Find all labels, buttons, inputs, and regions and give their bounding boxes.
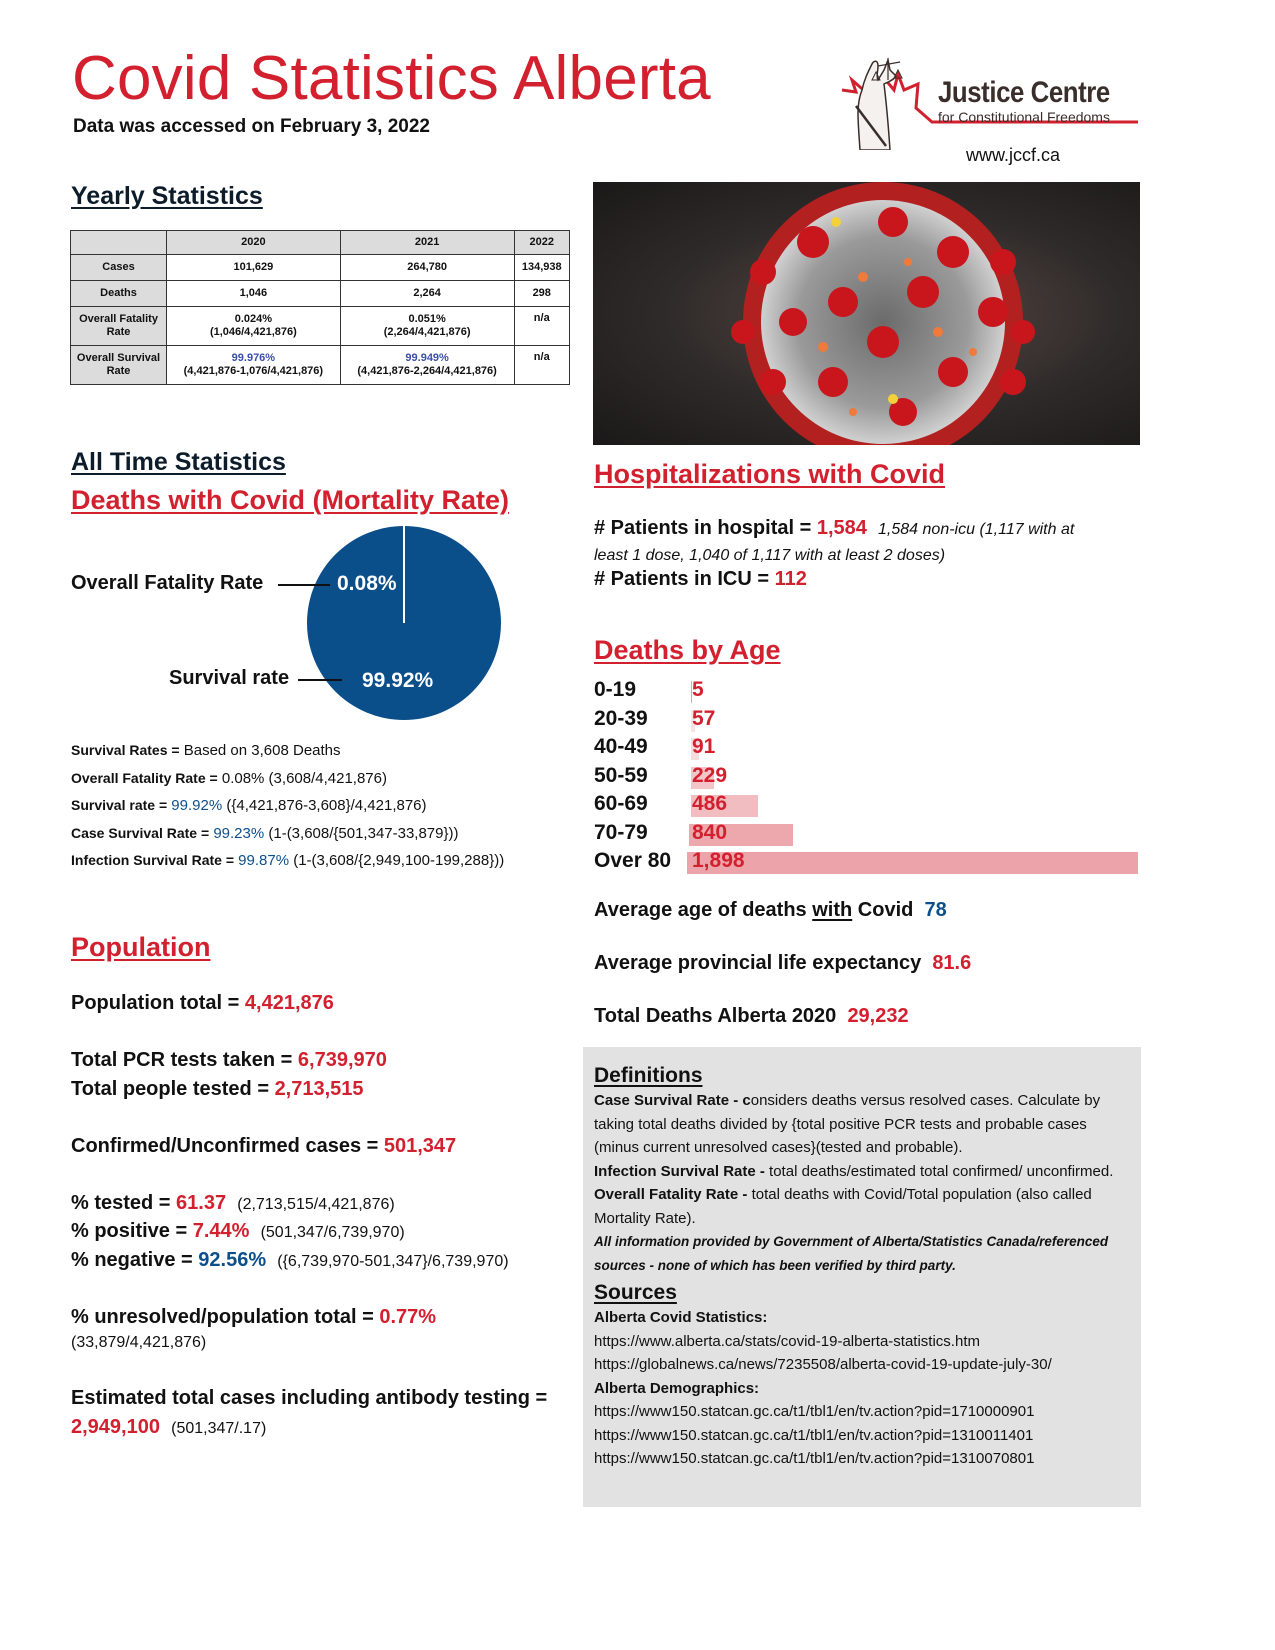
age-row (594, 849, 1154, 877)
all-time-statistics-heading: All Time Statistics (71, 448, 286, 476)
note: 1,584 non-icu (1,117 with at (878, 521, 1075, 538)
cell (514, 346, 570, 385)
cell: 298 (514, 281, 570, 307)
patients-in-hospital (594, 516, 1134, 568)
cell-sub: (2,264/4,421,876) (383, 326, 471, 338)
definition-term: Infection Survival Rate - (594, 1162, 770, 1180)
value: 0.77% (379, 1306, 437, 1328)
rate-detail: 0.08% (3,608/4,421,876) (221, 769, 387, 787)
header-2021: 2021 (340, 231, 514, 255)
label: Total PCR tests taken = (71, 1049, 293, 1071)
cell: 101,629 (167, 255, 341, 281)
label: Total people tested = (71, 1078, 269, 1100)
header-2022: 2022 (514, 231, 570, 255)
cell-main: 99.949% (405, 352, 449, 365)
age-label: 60-69 (594, 792, 648, 815)
pie-fatality-value: 0.08% (337, 572, 397, 595)
rate-label: Overall Fatality Rate = (71, 769, 218, 786)
definition-item (594, 1160, 1134, 1184)
deaths-by-age-heading: Deaths by Age (594, 635, 781, 665)
label: # Patients in hospital = (594, 517, 812, 539)
age-value: 229 (692, 764, 728, 787)
rate-detail: (1-(3,608/{501,347-33,879})) (268, 824, 459, 842)
label: Average age of deaths (594, 899, 813, 921)
cell (167, 307, 341, 346)
label: % tested = (71, 1192, 171, 1214)
survival-rate-callout: Survival rate (169, 667, 290, 689)
rate-line (71, 765, 504, 793)
page-title: Covid Statistics Alberta (72, 44, 711, 113)
age-label: 40-49 (594, 735, 648, 758)
cell-main: n/a (533, 351, 550, 363)
definition-term: Case Survival Rate - c (594, 1092, 751, 1109)
rate-label: Survival rate = (71, 797, 168, 813)
cell-sub: (1,046/4,421,876) (209, 326, 297, 338)
percent-tested (71, 1192, 395, 1215)
age-value: 840 (692, 821, 728, 844)
life-expectancy (594, 952, 971, 975)
age-row (594, 678, 1154, 706)
value: 7.44% (192, 1220, 250, 1242)
definition-text: total deaths with Covid/Total population (also called Mortality Rate). (594, 1186, 1092, 1227)
label: % unresolved/population total = (71, 1306, 374, 1328)
cell: 134,938 (514, 255, 570, 281)
age-label: 0-19 (594, 678, 637, 701)
rate-detail: (1-(3,608/{2,949,100-199,288})) (293, 852, 505, 869)
cell: 2,264 (340, 281, 514, 307)
definition-item (594, 1183, 1134, 1230)
percent-positive (71, 1220, 405, 1243)
rate-line (71, 792, 504, 820)
age-value: 1,898 (692, 849, 745, 872)
label: Population total = (71, 992, 240, 1014)
value: 1,584 (816, 517, 867, 539)
logo-name: Justice Centre (938, 76, 1110, 109)
value: 61.37 (176, 1192, 227, 1214)
logo-tagline: for Constitutional Freedoms (938, 109, 1110, 125)
definitions-content (594, 1062, 1134, 1471)
disclaimer: All information provided by Government of Alberta/Statistics Canada/referenced sources - none of which has been verified by third party. (594, 1234, 1109, 1273)
age-value: 486 (692, 792, 728, 815)
cell (340, 346, 514, 385)
label-underlined: with (812, 899, 853, 921)
percent-unresolved (71, 1306, 436, 1329)
label: Covid (852, 899, 914, 921)
value: 501,347 (383, 1135, 457, 1157)
coronavirus-illustration-icon (593, 182, 1140, 445)
value: 2,713,515 (274, 1078, 364, 1100)
label: Total Deaths Alberta 2020 (594, 1005, 837, 1027)
age-label: Over 80 (594, 849, 672, 872)
source-group-title: Alberta Covid Statistics: (594, 1309, 768, 1326)
age-row (594, 707, 1154, 735)
note: (501,347/.17) (171, 1420, 267, 1437)
cell (514, 307, 570, 346)
header-empty (71, 231, 167, 255)
accessed-date: Data was accessed on February 3, 2022 (73, 116, 430, 137)
value: 92.56% (198, 1249, 267, 1271)
confirmed-cases (71, 1135, 456, 1158)
rate-detail: ({4,421,876-3,608}/4,421,876) (226, 797, 427, 814)
value: 112 (774, 568, 807, 590)
source-link[interactable]: https://www.alberta.ca/stats/covid-19-alberta-statistics.htm (594, 1332, 980, 1350)
mortality-rate-heading: Deaths with Covid (Mortality Rate) (71, 485, 510, 515)
table-row (71, 255, 570, 281)
age-label: 50-59 (594, 764, 648, 787)
definitions-heading: Definitions (594, 1064, 703, 1087)
row-label-deaths: Deaths (71, 281, 167, 307)
cell: 264,780 (340, 255, 514, 281)
cell-main: 99.976% (231, 352, 276, 365)
sources-heading: Sources (594, 1281, 677, 1304)
definition-item (594, 1089, 1134, 1160)
age-row (594, 735, 1154, 763)
source-link[interactable]: https://www150.statcan.gc.ca/t1/tbl1/en/tv.action?pid=1310070801 (594, 1450, 1035, 1467)
estimated-cases-label: Estimated total cases including antibody testing = (71, 1387, 548, 1409)
row-label-survival: Overall Survival Rate (71, 346, 167, 385)
rate-line (71, 737, 504, 765)
value: 81.6 (932, 952, 972, 974)
rate-line (71, 847, 504, 875)
note: least 1 dose, 1,040 of 1,117 with at least 2 doses) (594, 547, 946, 564)
pie-slice-divider (403, 526, 405, 623)
cell (167, 346, 341, 385)
cell: 1,046 (167, 281, 341, 307)
definition-text: onsiders deaths versus resolved cases. Calculate by taking total deaths divided by {total positive PCR tests and probable cases (minus current unresolved cases}(tested and probable). (594, 1092, 1101, 1156)
rate-detail: Based on 3,608 Deaths (183, 742, 341, 759)
age-row (594, 792, 1154, 820)
rate-label: Infection Survival Rate = (71, 852, 234, 868)
website-link[interactable]: www.jccf.ca (966, 145, 1061, 165)
cell-sub: (4,421,876-1,076/4,421,876) (183, 365, 324, 377)
age-value: 57 (692, 707, 716, 730)
estimated-cases (71, 1416, 266, 1439)
note: (501,347/6,739,970) (260, 1224, 405, 1241)
definition-text: total deaths/estimated total confirmed/ unconfirmed. (769, 1162, 1114, 1180)
label: % positive = (71, 1220, 188, 1242)
pie-survival-value: 99.92% (362, 669, 434, 692)
hospitalizations-heading: Hospitalizations with Covid (594, 459, 946, 489)
value: 2,949,100 (71, 1416, 160, 1438)
definition-term: Overall Fatality Rate - (594, 1186, 752, 1203)
people-tested (71, 1078, 364, 1101)
yearly-statistics-table (70, 230, 570, 385)
cell-main: 0.024% (234, 313, 273, 326)
yearly-statistics-heading: Yearly Statistics (71, 182, 263, 210)
row-label-cases: Cases (71, 255, 167, 281)
label: # Patients in ICU = (594, 568, 770, 590)
age-value: 5 (692, 678, 704, 701)
note: (2,713,515/4,421,876) (237, 1196, 395, 1213)
age-label: 20-39 (594, 707, 648, 730)
rate-value: 99.23% (213, 824, 265, 842)
total-deaths-2020 (594, 1005, 909, 1028)
age-value: 91 (692, 735, 716, 758)
label: Average provincial life expectancy (594, 952, 922, 974)
age-row (594, 821, 1154, 849)
rate-value: 99.92% (171, 797, 223, 814)
source-link[interactable]: https://globalnews.ca/news/7235508/alberta-covid-19-update-july-30/ (594, 1356, 1052, 1373)
cell-sub: (4,421,876-2,264/4,421,876) (357, 365, 497, 377)
age-row (594, 764, 1154, 792)
source-link[interactable]: https://www150.statcan.gc.ca/t1/tbl1/en/tv.action?pid=1310011401 (594, 1426, 1034, 1444)
unresolved-note: (33,879/4,421,876) (71, 1334, 207, 1351)
source-link[interactable]: https://www150.statcan.gc.ca/t1/tbl1/en/tv.action?pid=1710000901 (594, 1403, 1035, 1420)
rate-line (71, 820, 504, 848)
population-heading: Population (71, 932, 211, 962)
value: 4,421,876 (244, 992, 334, 1014)
coronavirus-image (593, 182, 1140, 445)
label: Confirmed/Unconfirmed cases = (71, 1135, 379, 1157)
population-total (71, 992, 334, 1015)
fatality-leader-line (278, 584, 330, 586)
age-bar (687, 852, 1138, 874)
pcr-tests (71, 1049, 387, 1072)
rate-label: Survival Rates = (71, 742, 180, 758)
row-label-fatality: Overall Fatality Rate (71, 307, 167, 346)
cell (340, 307, 514, 346)
average-age-deaths (594, 899, 947, 922)
note: ({6,739,970-501,347}/6,739,970) (277, 1253, 509, 1270)
value: 29,232 (847, 1005, 909, 1027)
table-row (71, 307, 570, 346)
percent-negative (71, 1249, 509, 1272)
cell-main: 0.051% (408, 313, 446, 326)
patients-in-icu (594, 568, 807, 591)
label: % negative = (71, 1249, 193, 1271)
value: 6,739,970 (297, 1049, 387, 1071)
rate-value: 99.87% (238, 852, 290, 869)
fatality-rate-callout: Overall Fatality Rate (71, 572, 264, 594)
source-group-title: Alberta Demographics: (594, 1379, 760, 1397)
header-2020: 2020 (167, 231, 341, 255)
survival-leader-line (298, 679, 342, 681)
rate-label: Case Survival Rate = (71, 824, 210, 841)
table-row (71, 346, 570, 385)
survival-rates-list (71, 737, 504, 875)
value: 78 (924, 899, 947, 921)
cell-main: n/a (533, 312, 550, 324)
table-row (71, 281, 570, 307)
table-header-row (71, 231, 570, 255)
age-label: 70-79 (594, 821, 648, 844)
